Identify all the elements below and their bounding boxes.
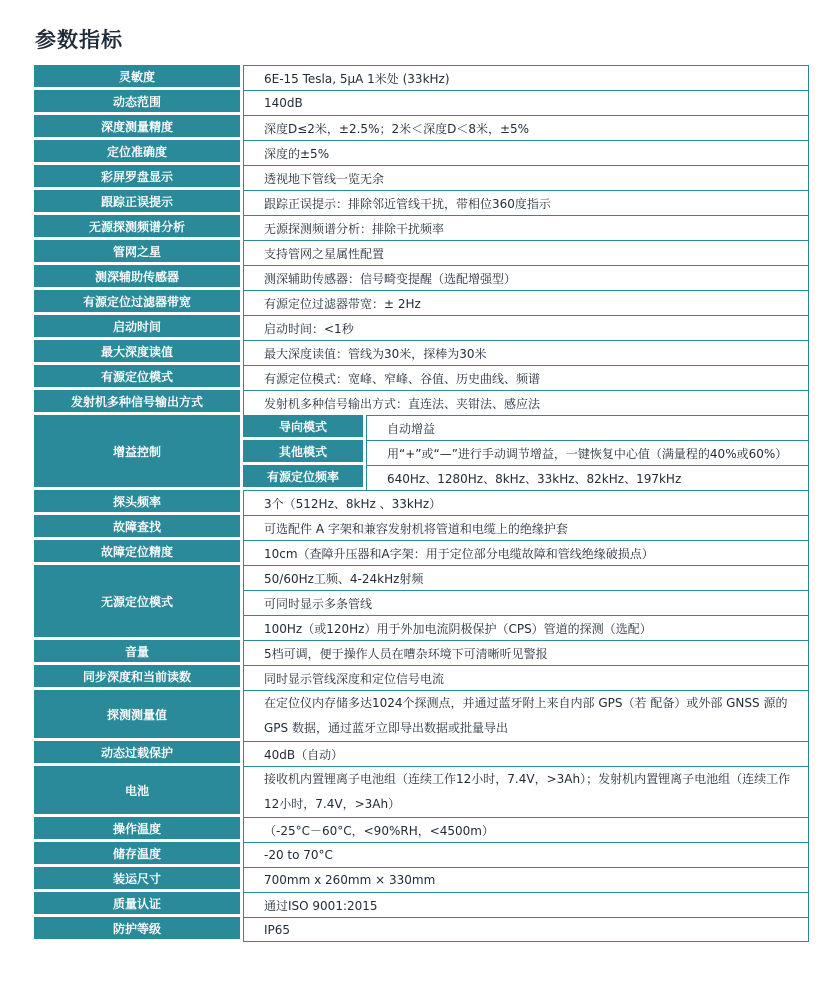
row-value: 启动时间：<1秒 xyxy=(243,315,809,340)
row-label: 动态过载保护 xyxy=(34,741,243,766)
table-row xyxy=(34,165,809,190)
row-value: IP65 xyxy=(243,917,809,942)
row-value: 自动增益 xyxy=(366,415,809,440)
row-value: 最大深度读值：管线为30米，探棒为30米 xyxy=(243,340,809,365)
table-row xyxy=(34,115,809,140)
row-label: 探头频率 xyxy=(34,490,243,515)
row-label: 定位准确度 xyxy=(34,140,243,165)
table-row xyxy=(34,315,809,340)
row-value: 100Hz（或120Hz）用于外加电流阴极保护（CPS）管道的探测（选配） xyxy=(243,615,809,640)
table-row xyxy=(34,290,809,315)
row-value: 透视地下管线一览无余 xyxy=(243,165,809,190)
row-value: 跟踪正误提示：排除邻近管线干扰，带相位360度指示 xyxy=(243,190,809,215)
page-title: 参数指标 xyxy=(35,28,123,52)
row-label: 探测测量值 xyxy=(34,690,243,741)
row-value: 发射机多种信号输出方式：直连法、夹钳法、感应法 xyxy=(243,390,809,415)
row-label: 电池 xyxy=(34,766,243,817)
row-label: 有源定位模式 xyxy=(34,365,243,390)
table-row xyxy=(34,842,809,867)
table-row xyxy=(34,365,809,390)
row-value: 可同时显示多条管线 xyxy=(243,590,809,615)
table-row xyxy=(34,867,809,892)
table-row xyxy=(34,65,809,90)
table-row xyxy=(34,817,809,842)
row-label: 启动时间 xyxy=(34,315,243,340)
row-value: 同时显示管线深度和定位信号电流 xyxy=(243,665,809,690)
row-label: 储存温度 xyxy=(34,842,243,867)
table-row xyxy=(34,741,809,766)
row-label: 跟踪正误提示 xyxy=(34,190,243,215)
row-label: 最大深度读值 xyxy=(34,340,243,365)
row-value: 140dB xyxy=(243,90,809,115)
row-label: 无源定位模式 xyxy=(34,565,243,640)
table-row xyxy=(34,766,809,817)
table-row xyxy=(34,415,809,440)
row-label: 故障查找 xyxy=(34,515,243,540)
table-row xyxy=(34,490,809,515)
row-label: 装运尺寸 xyxy=(34,867,243,892)
row-value: 深度的±5% xyxy=(243,140,809,165)
row-value: 通过ISO 9001:2015 xyxy=(243,892,809,917)
row-label: 同步深度和当前读数 xyxy=(34,665,243,690)
row-label: 灵敏度 xyxy=(34,65,243,90)
table-row xyxy=(34,140,809,165)
row-value: 无源探测频谱分析：排除干扰频率 xyxy=(243,215,809,240)
table-row xyxy=(34,240,809,265)
row-value: 700mm x 260mm × 330mm xyxy=(243,867,809,892)
table-row xyxy=(34,515,809,540)
row-label: 无源探测频谱分析 xyxy=(34,215,243,240)
table-row xyxy=(34,917,809,942)
table-row xyxy=(34,565,809,590)
row-label: 音量 xyxy=(34,640,243,665)
row-label: 增益控制 xyxy=(34,415,243,490)
row-label: 测深辅助传感器 xyxy=(34,265,243,290)
table-row xyxy=(34,892,809,917)
row-value: 640Hz、1280Hz、8kHz、33kHz、82kHz、197kHz xyxy=(366,465,809,490)
table-row xyxy=(34,690,809,741)
row-label: 动态范围 xyxy=(34,90,243,115)
sub-label: 其他模式 xyxy=(243,440,366,465)
table-row xyxy=(34,640,809,665)
sub-label: 导向模式 xyxy=(243,415,366,440)
row-label: 防护等级 xyxy=(34,917,243,942)
row-value: 3个（512Hz、8kHz 、33kHz） xyxy=(243,490,809,515)
row-label: 有源定位过滤器带宽 xyxy=(34,290,243,315)
table-row xyxy=(34,265,809,290)
row-label: 操作温度 xyxy=(34,817,243,842)
row-value: 可选配件 A 字架和兼容发射机将管道和电缆上的绝缘护套 xyxy=(243,515,809,540)
table-row xyxy=(34,190,809,215)
row-value: 有源定位模式：宽峰、窄峰、谷值、历史曲线、频谱 xyxy=(243,365,809,390)
table-row xyxy=(34,215,809,240)
row-value: -20 to 70°C xyxy=(243,842,809,867)
row-value: （-25°C－60°C，<90%RH，<4500m） xyxy=(243,817,809,842)
table-row xyxy=(34,540,809,565)
row-value: 用“+”或“—”进行手动调节增益，一键恢复中心值（满量程的40%或60%） xyxy=(366,440,809,465)
row-value: 支持管网之星属性配置 xyxy=(243,240,809,265)
row-value: 在定位仪内存储多达1024个探测点，并通过蓝牙附上来自内部 GPS（若 配备）或外部 GNSS 源的 GPS 数据，通过蓝牙立即导出数据或批量导出 xyxy=(243,690,809,741)
row-value: 50/60Hz工频、4-24kHz射频 xyxy=(243,565,809,590)
row-value: 接收机内置锂离子电池组（连续工作12小时，7.4V，>3Ah）；发射机内置锂离子电池组（连续工作12小时，7.4V，>3Ah） xyxy=(243,766,809,817)
row-value: 有源定位过滤器带宽：± 2Hz xyxy=(243,290,809,315)
table-row xyxy=(34,340,809,365)
row-label: 故障定位精度 xyxy=(34,540,243,565)
sub-label: 有源定位频率 xyxy=(243,465,366,490)
table-row xyxy=(34,390,809,415)
row-label: 管网之星 xyxy=(34,240,243,265)
row-label: 深度测量精度 xyxy=(34,115,243,140)
row-value: 10cm（查障升压器和A字架：用于定位部分电缆故障和管线绝缘破损点） xyxy=(243,540,809,565)
table-row xyxy=(34,90,809,115)
row-value: 测深辅助传感器：信号畸变提醒（选配增强型） xyxy=(243,265,809,290)
row-value: 5档可调，便于操作人员在嘈杂环境下可清晰听见警报 xyxy=(243,640,809,665)
row-value: 40dB（自动） xyxy=(243,741,809,766)
row-label: 发射机多种信号输出方式 xyxy=(34,390,243,415)
row-label: 彩屏罗盘显示 xyxy=(34,165,243,190)
table-row xyxy=(34,665,809,690)
row-value: 深度D≤2米，±2.5%；2米＜深度D＜8米，±5% xyxy=(243,115,809,140)
spec-table xyxy=(34,65,809,942)
row-label: 质量认证 xyxy=(34,892,243,917)
row-value: 6E-15 Tesla, 5μA 1米处 (33kHz) xyxy=(243,65,809,90)
